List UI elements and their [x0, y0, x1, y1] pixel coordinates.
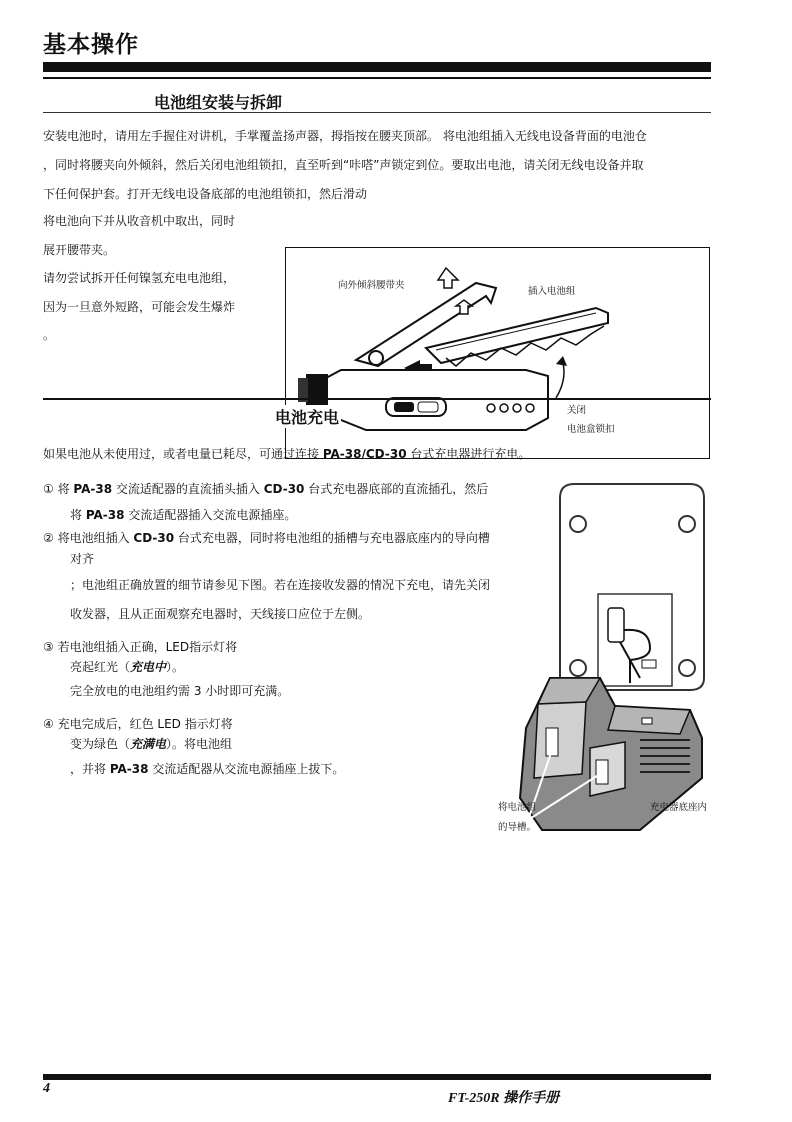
section-rule [43, 112, 711, 113]
label-guide-a: 将电池组 [498, 802, 537, 813]
footer-rule [43, 1074, 711, 1080]
charger-figure [490, 478, 720, 840]
status-charging: 充电中 [130, 660, 167, 674]
step-text: 交流适配器从交流电源插座上拔下。 [148, 762, 345, 776]
step-text: 亮起红光（ [70, 660, 131, 674]
step-text: ，并将 [70, 762, 110, 776]
manual-title: FT-250R 操作手册 [448, 1091, 560, 1106]
step-1-line-a [43, 482, 488, 496]
paragraph-line: 展开腰带夹。 [43, 243, 116, 257]
step-text: 变为绿色（ [70, 737, 131, 751]
label-guide-b: 的导槽。 [498, 822, 537, 833]
step-marker: ① [43, 482, 54, 496]
step-3-line-b [70, 660, 184, 674]
paragraph-line: 将电池向下并从收音机中取出，同时 [43, 214, 236, 228]
label-battery-latch: 电池盒锁扣 [567, 424, 615, 435]
paragraph-line: 。 [43, 328, 56, 342]
step-1-line-b [70, 508, 296, 522]
label-belt-clip: 向外倾斜腰带夹 [338, 280, 405, 291]
step-text: 台式充电器底部的直流插孔，然后 [304, 482, 489, 496]
model-pa38: PA-38 [73, 482, 113, 496]
charger-model: PA-38/CD-30 [322, 447, 407, 461]
label-charger-base: 充电器底座内 [650, 802, 708, 813]
radio-battery-figure [285, 247, 710, 459]
step-4-line-c [70, 762, 344, 776]
charge-intro-text: 如果电池从未使用过，或者电量已耗尽，可通过连接 [43, 447, 323, 461]
step-text: 交流适配器的直流插头插入 [112, 482, 264, 496]
step-4-line-b [70, 737, 232, 751]
step-3-line-a [43, 640, 237, 654]
model-cd30: CD-30 [133, 531, 175, 545]
paragraph-line: 下任何保护套。打开无线电设备底部的电池组锁扣，然后滑动 [43, 187, 368, 201]
step-2-line-c: ；电池组正确放置的细节请参见下图。若在连接收发器的情况下充电，请先关闭 [70, 578, 491, 592]
model-cd30: CD-30 [263, 482, 305, 496]
status-full: 充满电 [130, 737, 167, 751]
step-marker: ③ [43, 640, 54, 654]
page-title: 基本操作 [43, 32, 139, 58]
page-number: 4 [43, 1081, 50, 1096]
step-text: 将 [57, 482, 74, 496]
step-text: 将电池组插入 [57, 531, 134, 545]
charge-intro [43, 447, 530, 461]
model-pa38: PA-38 [109, 762, 149, 776]
header-thin-rule [43, 77, 711, 79]
step-3-line-c: 完全放电的电池组约需 3 小时即可充满。 [70, 684, 290, 698]
charge-intro-text: 台式充电器进行充电。 [406, 447, 531, 461]
paragraph-line: 安装电池时，请用左手握住对讲机，手掌覆盖扬声器，拇指按在腰夹顶部。 将电池组插入无线电设备背面的电池仓 [43, 129, 647, 143]
paragraph-line: 请勿尝试拆开任何镍氢充电电池组， [43, 271, 236, 285]
step-text: 若电池组插入正确，LED指示灯将 [57, 640, 238, 654]
step-2-line-a [43, 531, 490, 545]
step-2-line-d: 收发器，且从正面观察充电器时，天线接口应位于左侧。 [70, 607, 371, 621]
paragraph-line: ，同时将腰夹向外倾斜，然后关闭电池组锁扣，直至听到“咔嗒”声锁定到位。要取出电池，请关闭无线电设备并取 [43, 158, 644, 172]
step-text: ）。 [166, 660, 185, 674]
model-pa38: PA-38 [85, 508, 125, 522]
header-thick-rule [43, 62, 711, 72]
step-text: 台式充电器，同时将电池组的插槽与充电器底座内的导向槽 [174, 531, 490, 545]
step-text: 充电完成后，红色 LED 指示灯将 [57, 717, 233, 731]
label-insert-battery: 插入电池组 [528, 286, 576, 297]
label-close: 关闭 [567, 405, 587, 416]
step-text: 交流适配器插入交流电源插座。 [124, 508, 297, 522]
charger-illustration [490, 478, 720, 840]
step-marker: ② [43, 531, 54, 545]
section-heading-charge: 电池充电 [275, 405, 341, 428]
paragraph-line: 因为一旦意外短路，可能会发生爆炸 [43, 300, 236, 314]
step-text: ）。将电池组 [166, 737, 233, 751]
step-marker: ④ [43, 717, 54, 731]
section-heading-install: 电池组安装与拆卸 [154, 93, 283, 112]
step-2-line-b: 对齐 [70, 552, 95, 566]
step-4-line-a [43, 717, 233, 731]
section-rule-charge [43, 398, 711, 400]
step-text: 将 [70, 508, 86, 522]
